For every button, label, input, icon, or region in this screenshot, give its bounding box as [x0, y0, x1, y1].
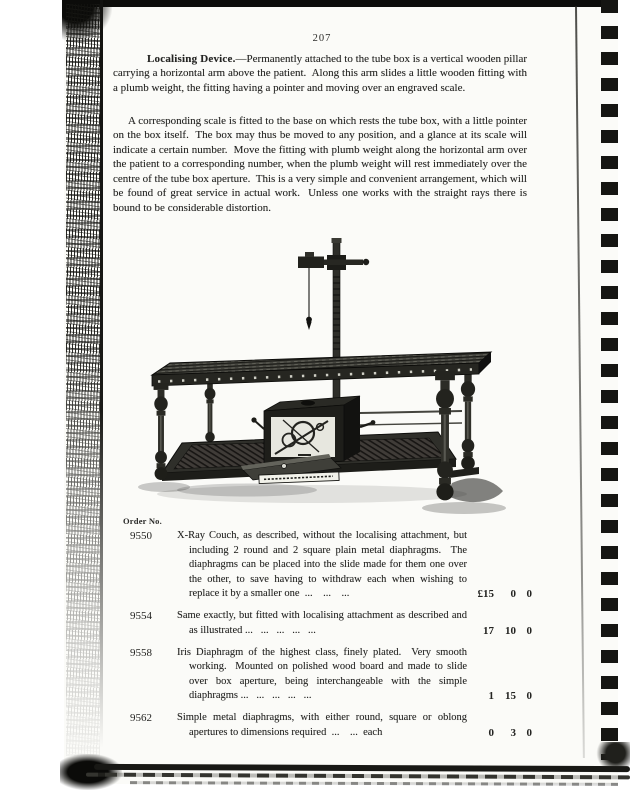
order-price — [467, 587, 532, 602]
price-pence: 0 — [526, 588, 532, 600]
price-pence: 0 — [526, 624, 532, 637]
order-description — [177, 646, 467, 704]
order-no-label: Order No. — [123, 516, 162, 526]
order-description — [177, 529, 467, 602]
scan-edge-top — [64, 0, 617, 7]
order-number: 9562 — [130, 712, 152, 724]
price-shillings: 10 — [505, 624, 516, 637]
order-number: 9558 — [130, 646, 152, 659]
order-description — [177, 711, 467, 740]
order-number: 9550 — [130, 530, 152, 542]
order-row-9558 — [113, 646, 532, 704]
order-description — [177, 609, 467, 638]
price-shillings: 3 — [510, 726, 516, 739]
dot-leaders: ... ... each — [326, 726, 383, 738]
price-shillings: 0 — [510, 588, 516, 600]
arm-knob — [363, 259, 369, 265]
description-text: Iris Diaphragm of the highest class, finely plated. Very smooth working. Mounted on polished wood board and made to slide over box aperture, being interchangeable with the simple diaphragms — [177, 646, 467, 701]
dot-leaders: ... ... ... ... ... — [238, 690, 312, 701]
price-pounds: 17 — [483, 624, 494, 637]
scan-edge-checker-strip — [601, 0, 618, 760]
price-pounds: 1 — [488, 690, 494, 702]
price-pounds: 0 — [488, 726, 494, 739]
description-text: Simple metal diaphragms, with either round, square or oblong apertures to dimensions required — [177, 712, 467, 738]
sliding-fitting — [298, 257, 324, 269]
order-price — [467, 726, 532, 741]
order-row-9550 — [113, 529, 532, 602]
scan-edge-bottom-3 — [130, 781, 618, 786]
front-left-leg — [154, 383, 169, 480]
paragraph-corresponding-scale — [113, 114, 527, 215]
paragraph-text: —Permanently attached to the tube box is a vertical wooden pillar carrying a horizontal arm above the patient. Along this arm slides a little wooden fitting with a plumb weight, the fitting having a pointer and moving over an engraved scale. — [113, 53, 527, 94]
price-pence: 0 — [526, 690, 532, 702]
page-number: 207 — [312, 33, 332, 44]
price-shillings: 15 — [505, 690, 516, 702]
description-text: Same exactly, but fitted with localising attachment as described and as illustrated — [177, 610, 467, 636]
order-row-9562 — [113, 711, 532, 740]
order-row-9554 — [113, 609, 532, 638]
order-price — [467, 624, 532, 639]
description-text: X-Ray Couch, as described, without the localising attachment, but including 2 round and 2 square plain metal diaphragms. The diaphragms can be placed into the slide made for them one over the other, to save having to withdraw each when wishing to replace it by a smaller one — [177, 530, 467, 599]
order-list — [113, 516, 532, 748]
table-top — [152, 352, 491, 386]
paragraph-text: A corresponding scale is fitted to the base on which rests the tube box, with a little pointer on the box itself. The box may thus be moved to any position, and a glance at its scale will indicate a certain number. Move the fitting with plumb weight along the horizontal arm over the patient to a corresponding number, when the plumb weight will rest immediately over the centre of the tube box aperture. This is a very simple and convenient arrangement, which will be found of great service in actual work. Unless one works with the straight rays there is bound to be considerable distortion. — [113, 115, 527, 214]
page-border-left — [100, 0, 103, 748]
dot-leaders: ... ... ... — [299, 588, 350, 599]
back-right-leg — [460, 367, 476, 470]
price-pence: 0 — [526, 726, 532, 739]
xray-couch-figure — [112, 231, 532, 516]
dot-leaders: ... ... ... ... ... — [242, 624, 316, 636]
right-stretcher — [449, 467, 479, 478]
price-pounds: £15 — [477, 588, 494, 600]
order-price — [467, 689, 532, 704]
scan-gutter-speckle — [66, 4, 100, 756]
order-number: 9554 — [130, 610, 152, 622]
paragraph-localising-device — [113, 52, 527, 95]
section-heading: Localising Device. — [147, 53, 236, 65]
